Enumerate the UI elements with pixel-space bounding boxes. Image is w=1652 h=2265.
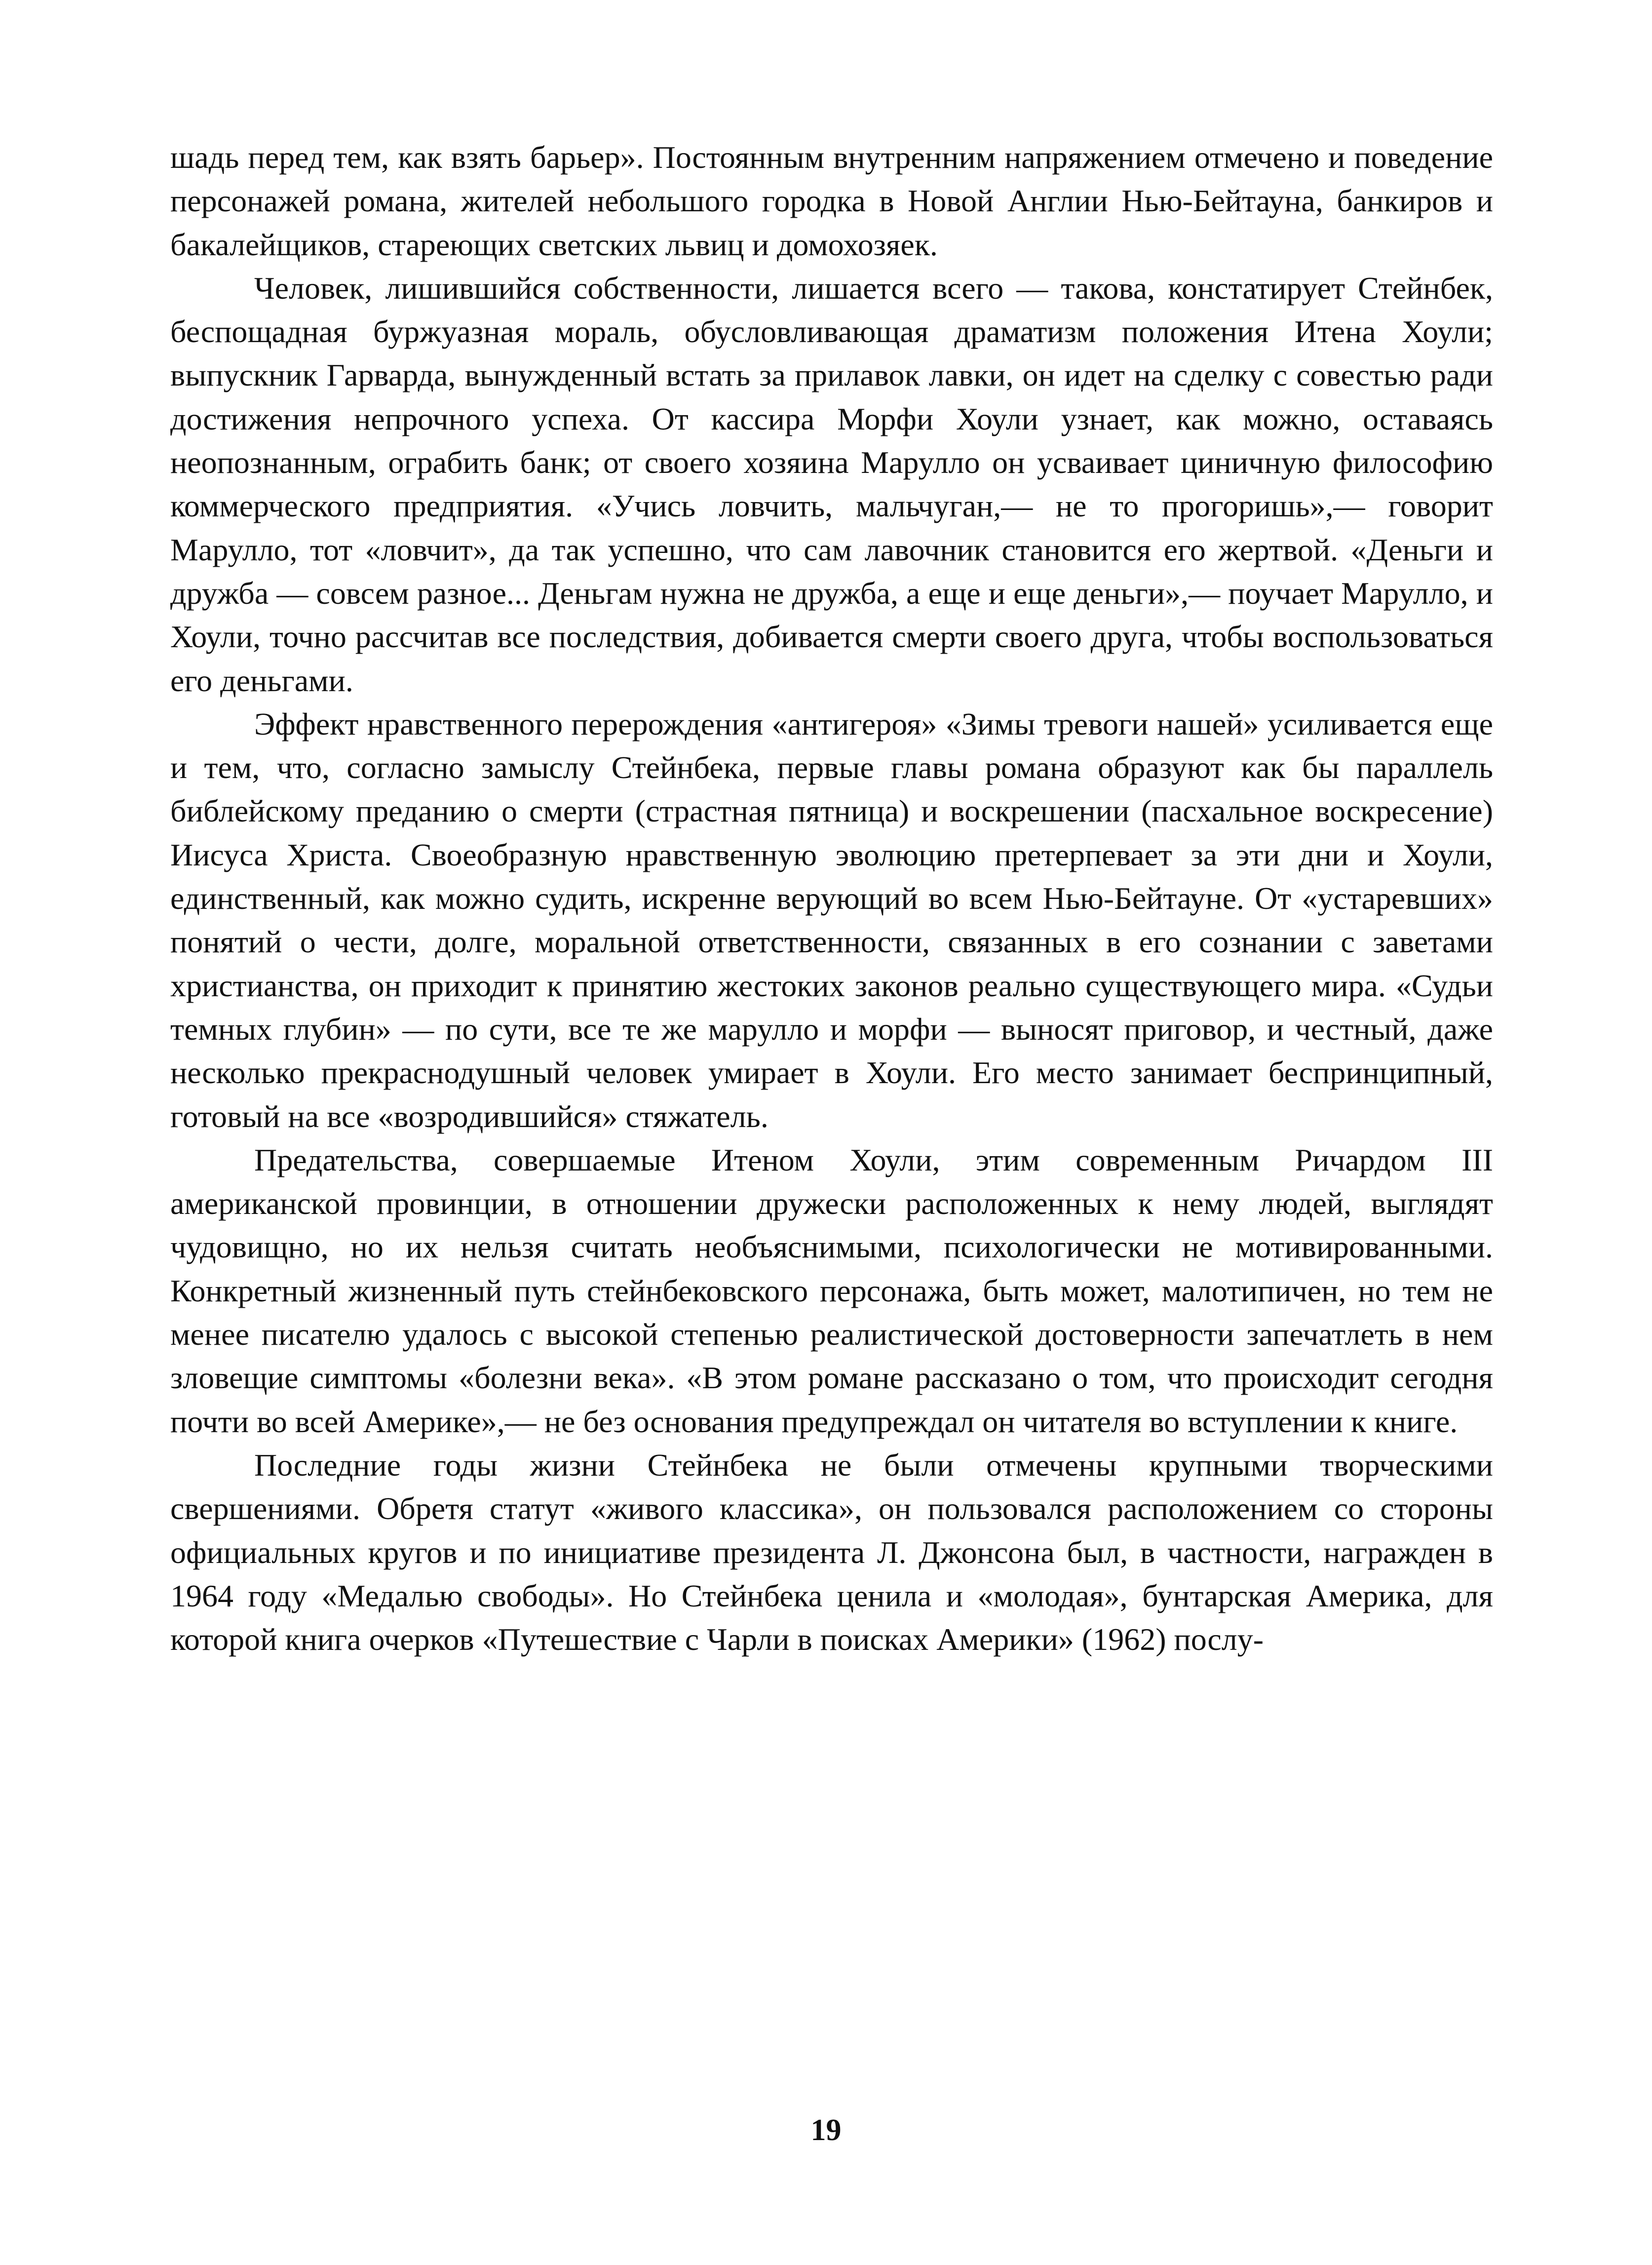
paragraph-5: Последние годы жизни Стейнбека не были отмечены крупными творческими свершениями. Обретя статут «живого классика», он пользовался расположением со стороны официальных кругов и по инициативе президента Л. Джонсона был, в частности, награжден в 1964 году «Медалью свободы». Но Стейнбека ценила и «молодая», бунтарская Америка, для которой книга очерков «Путешествие с Чарли в поисках Америки» (1962) послу-	[170, 1447, 1493, 1657]
paragraph-4: Предательства, совершаемые Итеном Хоули, этим современным Ричардом III американской провинции, в отношении дружески расположенных к нему людей, выглядят чудовищно, но их нельзя считать необъяснимыми, психологически не мотивированными. Конкретный жизненный путь стейнбековского персонажа, быть может, малотипичен, но тем не менее писателю удалось с высокой степенью реалистической достоверности запечатлеть в нем зловещие симптомы «болезни века». «В этом романе рассказано о том, что происходит сегодня почти во всей Америке»,— не без основания предупреждал он читателя во вступлении к книге.	[170, 1142, 1493, 1439]
page-number: 19	[810, 2113, 842, 2147]
paragraph-3: Эффект нравственного перерождения «антигероя» «Зимы тревоги нашей» усиливается еще и тем, что, согласно замыслу Стейнбека, первые главы романа образуют как бы параллель библейскому преданию о смерти (страстная пятница) и воскрешении (пасхальное воскресение) Иисуса Христа. Своеобразную нравственную эволюцию претерпевает за эти дни и Хоули, единственный, как можно судить, искренне верующий во всем Нью-Бейтауне. От «устаревших» понятий о чести, долге, моральной ответственности, связанных в его сознании с заветами христианства, он приходит к принятию жестоких законов реально существующего мира. «Судьи темных глубин» — по сути, все те же марулло и морфи — выносят приговор, и честный, даже несколько прекраснодушный человек умирает в Хоули. Его место занимает беспринципный, готовый на все «возродившийся» стяжатель.	[170, 706, 1493, 1134]
body-text	[170, 136, 1493, 1661]
paragraph-2: Человек, лишившийся собственности, лишается всего — такова, констатирует Стейнбек, беспощадная буржуазная мораль, обусловливающая драматизм положения Итена Хоули; выпускник Гарварда, вынужденный встать за прилавок лавки, он идет на сделку с совестью ради достижения непрочного успеха. От кассира Морфи Хоули узнает, как можно, оставаясь неопознанным, ограбить банк; от своего хозяина Марулло он усваивает циничную философию коммерческого предприятия. «Учись ловчить, мальчуган,— не то прогоришь»,— говорит Марулло, тот «ловчит», да так успешно, что сам лавочник становится его жертвой. «Деньги и дружба — совсем разное... Деньгам нужна не дружба, а еще и еще деньги»,— поучает Марулло, и Хоули, точно рассчитав все последствия, добивается смерти своего друга, чтобы воспользоваться его деньгами.	[170, 270, 1493, 698]
paragraph-continuation: шадь перед тем, как взять барьер». Постоянным внутренним напряжением отмечено и поведение персонажей романа, жителей небольшого городка в Новой Англии Нью-Бейтауна, банкиров и бакалейщиков, стареющих светских львиц и домохозяек.	[170, 140, 1493, 262]
